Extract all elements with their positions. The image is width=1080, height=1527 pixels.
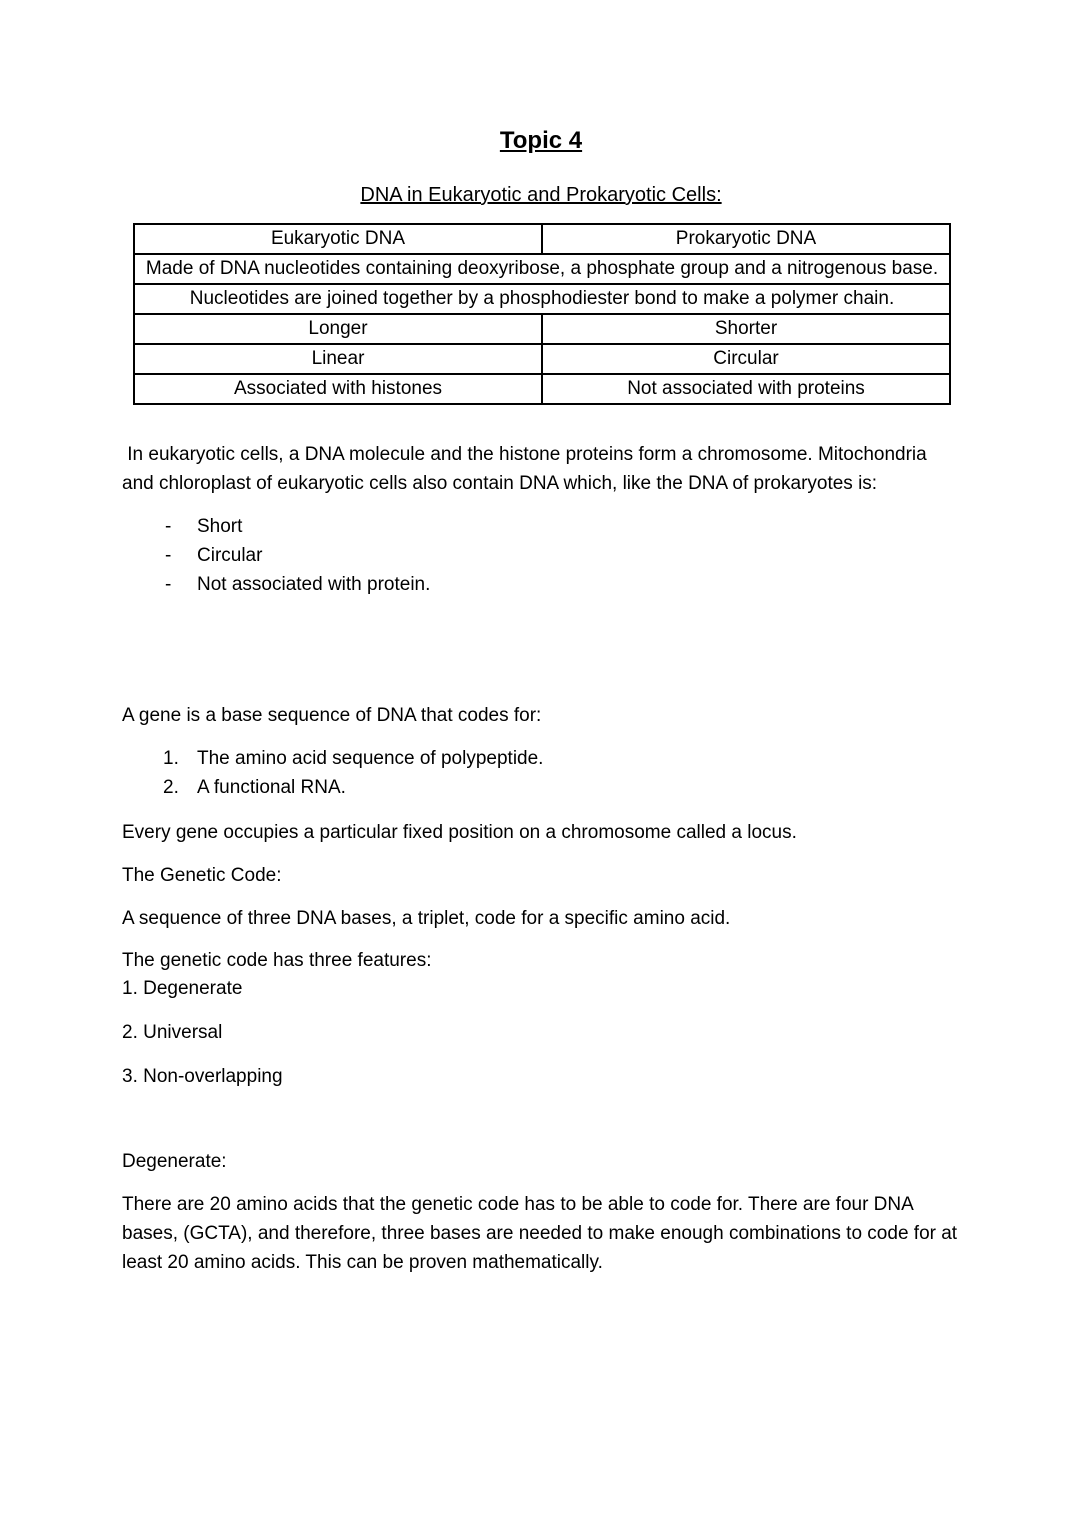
cell-histones: Associated with histones [134,374,542,404]
table-row [134,314,950,344]
list-item-label: A functional RNA. [197,777,346,798]
list-item-label: Not associated with protein. [197,574,431,595]
list-item-label: Short [197,516,243,537]
genetic-code-heading: The Genetic Code: [122,865,282,886]
page-title: Topic 4 [499,127,583,154]
table-header-row [134,224,950,254]
chromosome-paragraph: In eukaryotic cells, a DNA molecule and the histone proteins form a chromosome. Mitochondria and chloroplast of eukaryotic cells also contain DNA which, like the DNA of prokaryotes is: [122,444,933,494]
locus-paragraph: Every gene occupies a particular fixed position on a chromosome called a locus. [122,822,797,843]
dash-bullet: - [165,516,172,537]
header-cell-prokaryotic: Prokaryotic DNA [542,224,950,254]
list-item [165,541,960,570]
degenerate-paragraph: There are 20 amino acids that the genetic code has to be able to code for. There are four DNA bases, (GCTA), and therefore, three bases are needed to make enough combinations to code for at least 20 amino acids. This can be proven mathematically. [122,1194,958,1273]
cell-shorter: Shorter [542,314,950,344]
features-intro-block [122,947,960,1003]
cell-linear: Linear [134,344,542,374]
cell-longer: Longer [134,314,542,344]
feature-universal: 2. Universal [122,1022,223,1043]
table-row [134,374,950,404]
prokaryote-dna-properties-list [165,512,960,599]
list-item [163,773,960,802]
table-row [134,284,950,314]
list-item [165,512,960,541]
gene-intro-paragraph: A gene is a base sequence of DNA that codes for: [122,705,542,726]
list-item [163,744,960,773]
gene-codes-for-list [163,744,960,802]
dna-comparison-table [133,223,951,405]
list-item-label: Circular [197,545,263,566]
header-cell-eukaryotic: Eukaryotic DNA [134,224,542,254]
table-row [134,344,950,374]
dash-bullet: - [165,574,172,595]
list-number: 1. [163,748,179,769]
feature-degenerate: 1. Degenerate [122,978,243,999]
cell-no-proteins: Not associated with proteins [542,374,950,404]
cell-circular: Circular [542,344,950,374]
page-subtitle: DNA in Eukaryotic and Prokaryotic Cells: [360,184,722,206]
features-intro: The genetic code has three features: [122,950,432,971]
dash-bullet: - [165,545,172,566]
table-row [134,254,950,284]
degenerate-heading: Degenerate: [122,1151,227,1172]
feature-non-overlapping: 3. Non-overlapping [122,1066,283,1087]
list-item-label: The amino acid sequence of polypeptide. [197,748,544,769]
triplet-paragraph: A sequence of three DNA bases, a triplet, code for a specific amino acid. [122,908,731,929]
merged-cell-phosphodiester: Nucleotides are joined together by a phosphodiester bond to make a polymer chain. [134,284,950,314]
merged-cell-nucleotides-composition: Made of DNA nucleotides containing deoxyribose, a phosphate group and a nitrogenous base. [134,254,950,284]
list-number: 2. [163,777,179,798]
list-item [165,570,960,599]
